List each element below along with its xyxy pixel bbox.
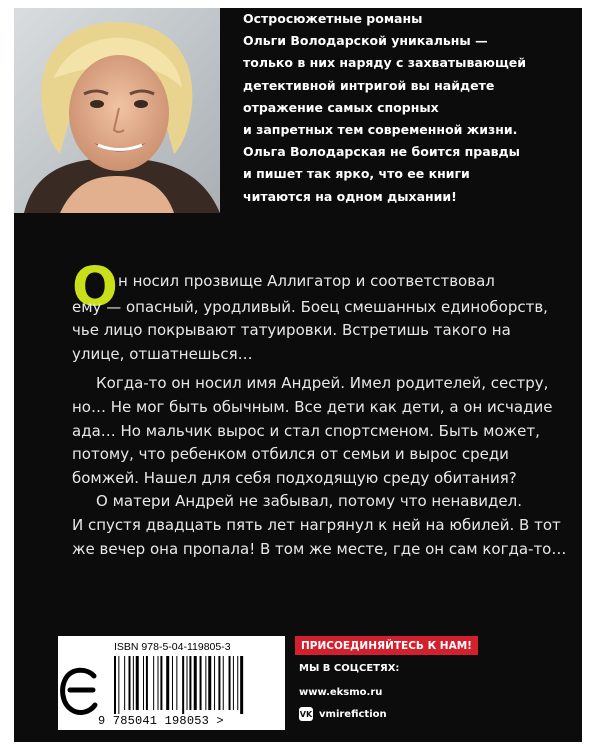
blurb-line: Остросюжетные романы xyxy=(243,11,423,26)
barcode-bar xyxy=(166,656,169,710)
barcode-bar xyxy=(205,656,206,710)
story-line: Когда-то он носил имя Андрей. Имел родителей, сестру, xyxy=(96,374,549,393)
story-line: О матери Андрей не забывал, потому что ненавидел. xyxy=(96,492,522,511)
story-line: потому, что ребенком отбился от семьи и вырос среди xyxy=(72,445,509,464)
author-photo xyxy=(14,8,220,213)
blurb-line: и пишет так ярко, что ее книги xyxy=(243,166,470,182)
barcode-bar xyxy=(208,656,211,710)
barcode-bar xyxy=(158,656,159,710)
barcode-bar xyxy=(182,656,184,714)
barcode-bar xyxy=(218,656,220,710)
website-link[interactable]: www.eksmo.ru xyxy=(299,687,383,698)
barcode-bar xyxy=(133,656,134,710)
barcode-bar xyxy=(223,656,224,710)
blurb-line: отражение самых спорных xyxy=(243,99,439,115)
barcode-bar xyxy=(143,656,144,710)
story-line: чье лицо покрывают татуировки. Встретишь такого на xyxy=(72,321,511,340)
blurb-line: только в них наряду с захватывающей xyxy=(243,55,526,71)
blurb-line: Ольга Володарская не боится правды xyxy=(243,144,520,160)
barcode-bar xyxy=(187,656,188,710)
barcode-bar xyxy=(153,656,154,710)
barcode-bar xyxy=(233,656,234,710)
barcode-bar xyxy=(200,656,202,710)
barcode-bar xyxy=(136,656,139,710)
join-us-banner: ПРИСОЕДИНЯЙТЕСЬ К НАМ! xyxy=(295,636,478,655)
barcode-bar xyxy=(194,656,197,710)
story-line: улице, отшатнешься… xyxy=(72,344,253,363)
barcode-digits: 9 785041 198053 > xyxy=(98,714,224,728)
barcode-bars xyxy=(112,656,276,714)
vk-handle: vmirefiction xyxy=(319,708,387,720)
back-cover xyxy=(14,8,582,742)
blurb-line: Ольги Володарской уникальны — xyxy=(243,33,488,49)
barcode-bar xyxy=(189,656,191,710)
vk-link[interactable] xyxy=(299,707,387,721)
blurb-line: читаются на одном дыхании! xyxy=(243,188,457,204)
vk-icon: VK xyxy=(299,707,313,721)
barcode-bar xyxy=(240,656,243,714)
barcode-panel xyxy=(58,636,285,730)
story-line: но… Не мог быть обычным. Все дети как дети, а он исчадие xyxy=(72,397,553,416)
story-line: ада… Но мальчик вырос и стал спортсменом. Быть может, xyxy=(72,421,540,440)
barcode-bar xyxy=(118,656,119,714)
barcode-bar xyxy=(229,656,231,710)
drop-cap: О xyxy=(72,255,118,318)
eksmo-logo-icon xyxy=(60,662,100,718)
story-line: бомжей. Нашел для себя подходящую среду обитания? xyxy=(72,468,517,487)
blurb-line: детективной интригой вы найдете xyxy=(243,77,495,93)
barcode-bar xyxy=(172,656,173,710)
barcode-bar xyxy=(124,656,125,710)
isbn-label: ISBN 978-5-04-119805-3 xyxy=(114,641,231,653)
barcode-bar xyxy=(129,656,131,710)
story-line: же вечер она пропала! В том же месте, где он сам когда-то… xyxy=(72,539,567,558)
barcode-bar xyxy=(160,656,162,710)
story-annotation xyxy=(72,256,567,561)
barcode-bar xyxy=(214,656,215,710)
social-heading: МЫ В СОЦСЕТЯХ: xyxy=(299,663,400,674)
story-line: н носил прозвище Аллигатор и соответствовал xyxy=(118,272,495,290)
barcode-bar xyxy=(114,656,116,714)
barcode-bar xyxy=(176,656,177,710)
barcode-bar xyxy=(146,656,148,710)
story-line: И спустя двадцать пять лет нагрянул к ней на юбилей. В тот xyxy=(72,515,561,534)
barcode-bar xyxy=(237,656,238,710)
story-line: ему — опасный, уродливый. Боец смешанных единоборств, xyxy=(72,297,548,316)
blurb-line: и запретных тем современной жизни. xyxy=(243,122,518,138)
author-blurb xyxy=(243,8,573,208)
